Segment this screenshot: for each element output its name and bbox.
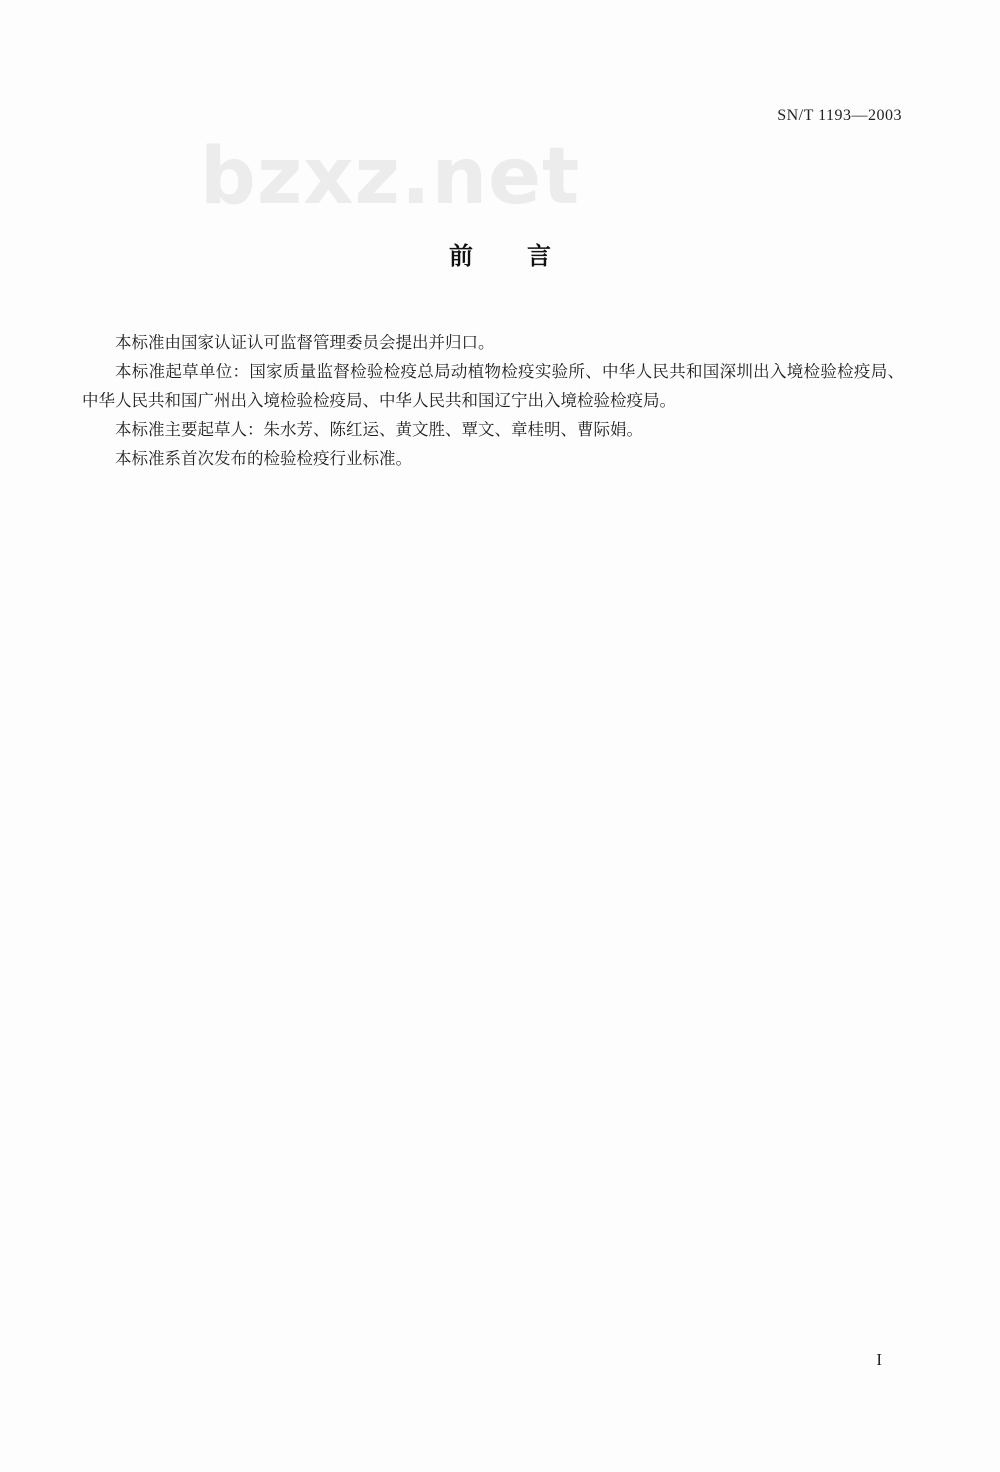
page-number: I <box>876 1350 882 1369</box>
paragraph-proposer: 本标准由国家认证认可监督管理委员会提出并归口。 <box>115 333 495 352</box>
standard-number: SN/T 1193—2003 <box>777 107 902 124</box>
page-title: 前言 <box>449 242 605 270</box>
foreword-body <box>82 328 904 473</box>
paragraph-drafters: 本标准主要起草人：朱水芳、陈红运、黄文胜、覃文、章桂明、曹际娟。 <box>115 420 643 439</box>
paragraph-drafting-units: 本标准起草单位：国家质量监督检验检疫总局动植物检疫实验所、中华人民共和国深圳出入境检验检疫局、中华人民共和国广州出入境检验检疫局、中华人民共和国辽宁出入境检验检疫局。 <box>82 362 904 410</box>
watermark-logo: bzxz.net <box>200 132 581 222</box>
paragraph-first-release: 本标准系首次发布的检验检疫行业标准。 <box>115 449 412 468</box>
